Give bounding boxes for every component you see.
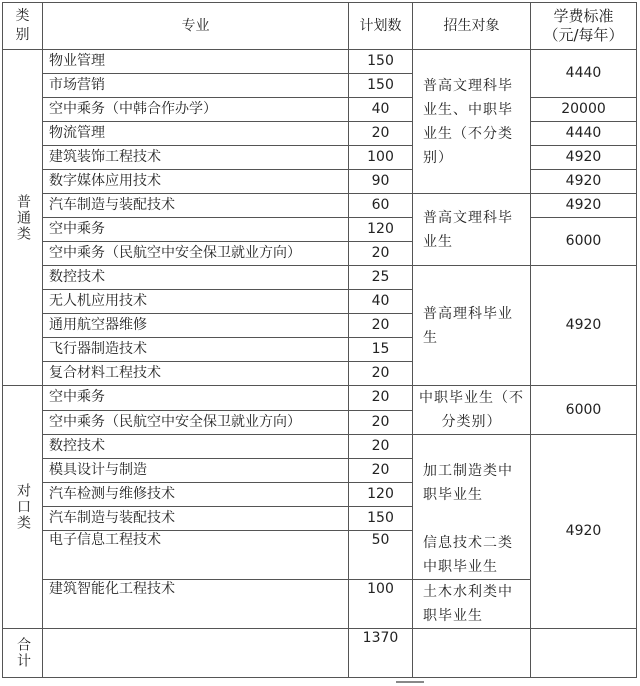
target-cell: 普高文理科毕业生 <box>413 194 531 266</box>
target-cell: 信息技术二类中职毕业生 <box>413 531 531 580</box>
major-cell: 市场营销 <box>43 74 349 98</box>
major-cell: 模具设计与制造 <box>43 459 349 483</box>
total-target-empty <box>413 629 531 678</box>
plan-cell: 50 <box>349 531 413 580</box>
major-cell: 汽车检测与维修技术 <box>43 483 349 507</box>
category-total: 合计 <box>3 629 43 678</box>
fee-cell: 20000 <box>531 98 637 122</box>
major-cell: 电子信息工程技术 <box>43 531 349 580</box>
table-row <box>3 50 637 74</box>
major-cell: 空中乘务（民航空中安全保卫就业方向） <box>43 242 349 266</box>
fee-cell: 4920 <box>531 170 637 194</box>
major-cell: 数控技术 <box>43 435 349 459</box>
plan-cell: 20 <box>349 410 413 435</box>
header-fee: 学费标准 （元/每年） <box>531 3 637 50</box>
total-major-empty <box>43 629 349 678</box>
plan-cell: 90 <box>349 170 413 194</box>
table-row <box>3 435 637 459</box>
major-cell: 空中乘务（民航空中安全保卫就业方向） <box>43 410 349 435</box>
plan-cell: 150 <box>349 74 413 98</box>
target-cell: 普高理科毕业生 <box>413 266 531 386</box>
major-cell: 物业管理 <box>43 50 349 74</box>
bottom-divider <box>396 681 424 683</box>
plan-cell: 60 <box>349 194 413 218</box>
major-cell: 建筑装饰工程技术 <box>43 146 349 170</box>
total-plan: 1370 <box>349 629 413 678</box>
plan-cell: 20 <box>349 122 413 146</box>
table-row <box>3 146 637 170</box>
fee-cell: 4920 <box>531 146 637 170</box>
fee-cell: 4440 <box>531 50 637 98</box>
plan-cell: 100 <box>349 580 413 629</box>
table-row <box>3 266 637 290</box>
major-cell: 无人机应用技术 <box>43 290 349 314</box>
header-row <box>3 3 637 50</box>
plan-cell: 15 <box>349 338 413 362</box>
header-category: 类 别 <box>3 3 43 50</box>
major-cell: 汽车制造与装配技术 <box>43 507 349 531</box>
plan-cell: 150 <box>349 50 413 74</box>
fee-cell: 6000 <box>531 386 637 435</box>
header-major: 专业 <box>43 3 349 50</box>
plan-cell: 20 <box>349 459 413 483</box>
fee-cell: 6000 <box>531 218 637 266</box>
major-cell: 汽车制造与装配技术 <box>43 194 349 218</box>
table-row <box>3 122 637 146</box>
target-cell: 普高文理科毕业生、中职毕业生（不分类别） <box>413 50 531 194</box>
total-fee-empty <box>531 629 637 678</box>
fee-cell: 4920 <box>531 194 637 218</box>
major-cell: 空中乘务 <box>43 386 349 411</box>
plan-cell: 20 <box>349 314 413 338</box>
major-cell: 物流管理 <box>43 122 349 146</box>
table-row <box>3 386 637 411</box>
target-cell: 土木水利类中职毕业生 <box>413 580 531 629</box>
major-cell: 数字媒体应用技术 <box>43 170 349 194</box>
plan-cell: 100 <box>349 146 413 170</box>
major-cell: 复合材料工程技术 <box>43 362 349 386</box>
plan-cell: 20 <box>349 386 413 411</box>
major-cell: 空中乘务（中韩合作办学） <box>43 98 349 122</box>
table-row <box>3 194 637 218</box>
plan-cell: 20 <box>349 242 413 266</box>
fee-cell: 4440 <box>531 122 637 146</box>
table-row <box>3 170 637 194</box>
enrollment-table <box>2 2 637 678</box>
major-cell: 数控技术 <box>43 266 349 290</box>
plan-cell: 20 <box>349 435 413 459</box>
major-cell: 飞行器制造技术 <box>43 338 349 362</box>
fee-cell: 4920 <box>531 435 637 629</box>
plan-cell: 40 <box>349 98 413 122</box>
major-cell: 空中乘务 <box>43 218 349 242</box>
total-row <box>3 629 637 678</box>
plan-cell: 25 <box>349 266 413 290</box>
plan-cell: 120 <box>349 218 413 242</box>
header-plan: 计划数 <box>349 3 413 50</box>
plan-cell: 20 <box>349 362 413 386</box>
category-regular: 普通类 <box>3 50 43 386</box>
plan-cell: 150 <box>349 507 413 531</box>
table-row <box>3 218 637 242</box>
category-matching: 对口类 <box>3 386 43 629</box>
table-row <box>3 98 637 122</box>
plan-cell: 120 <box>349 483 413 507</box>
target-cell: 加工制造类中职毕业生 <box>413 435 531 531</box>
fee-cell: 4920 <box>531 266 637 386</box>
target-cell: 中职毕业生（不分类别） <box>413 386 531 435</box>
major-cell: 通用航空器维修 <box>43 314 349 338</box>
header-target: 招生对象 <box>413 3 531 50</box>
major-cell: 建筑智能化工程技术 <box>43 580 349 629</box>
plan-cell: 40 <box>349 290 413 314</box>
